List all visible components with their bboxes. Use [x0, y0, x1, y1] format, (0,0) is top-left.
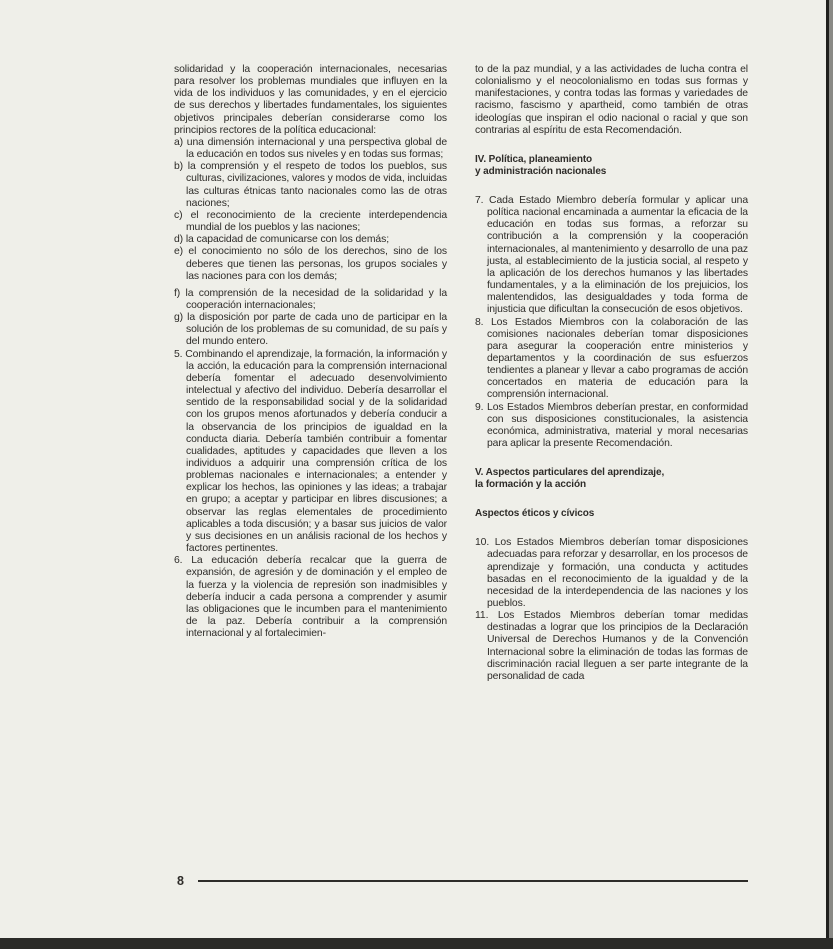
- subsection-heading: Aspectos éticos y cívicos: [475, 508, 595, 520]
- list-item-f: f) la comprensión de la necesidad de la solidaridad y la cooperación internacionales;: [174, 287, 447, 311]
- section-v-heading: [475, 467, 748, 491]
- list-item-e: e) el conocimiento no sólo de los derechos, sino de los deberes que tienen las personas, los grupos sociales y las naciones para con los demás;: [174, 246, 447, 282]
- footer-rule: [198, 880, 748, 882]
- section-iv-heading-line1: IV. Política, planeamiento: [475, 153, 593, 165]
- scan-border: [0, 938, 833, 949]
- list-item-b: b) la comprensión y el respeto de todos los pueblos, sus culturas, civilizaciones, valores y modos de vida, incluidas las culturas étnicas tanto nacionales como las de otras naciones;: [174, 161, 447, 209]
- left-paragraph: solidaridad y la cooperación internacionales, necesarias para resolver los problemas mundiales que influyen en la vida de los individuos y las comunidades, y en el ejercicio de sus derechos y libertades fundamentales, los siguientes objetivos principales deberían considerarse como los principios rectores de la política educacional:: [174, 64, 447, 136]
- list-item-c: c) el reconocimiento de la creciente interdependencia mundial de los pueblos y las naciones;: [174, 209, 447, 234]
- list-item-d: d) la capacidad de comunicarse con los demás;: [174, 234, 389, 246]
- list-item-g: g) la disposición por parte de cada uno de participar en la solución de los problemas de su comunidad, de su país y del mundo entero.: [174, 312, 447, 348]
- section-v-heading-line2: la formación y la acción: [475, 479, 586, 491]
- list-item-a: a) una dimensión internacional y una perspectiva global de la educación en todos sus niveles y en todas sus formas;: [174, 136, 447, 161]
- section-v-heading-line1: V. Aspectos particulares del aprendizaje,: [475, 467, 665, 479]
- left-column: [174, 64, 447, 640]
- right-column: [475, 64, 748, 683]
- numbered-paragraph-10: 10. Los Estados Miembros deberían tomar disposiciones adecuadas para reforzar y desarrollar, en los procesos de aprendizaje y formación, una conducta y actitudes basadas en el reconocimiento de la igualdad y de la necesidad de la interdependencia de las naciones y los pueblos.: [475, 537, 748, 609]
- numbered-paragraph-9: 9. Los Estados Miembros deberían prestar, en conformidad con sus disposiciones constitucionales, la asistencia económica, administrativa, material y moral necesarias para aplicar la presente Recomendación.: [475, 401, 748, 450]
- numbered-paragraph-11: 11. Los Estados Miembros deberían tomar medidas destinadas a lograr que los principios de la Declaración Universal de Derechos Humanos y de la Convención Internacional sobre la eliminación de todas las formas de discriminación racial lleguen a ser parte integrante de la personalidad de cada: [475, 610, 748, 682]
- page-number: 8: [177, 874, 184, 888]
- right-intro-paragraph: to de la paz mundial, y a las actividades de lucha contra el colonialismo y el neocolonialismo en todas sus formas y manifestaciones, y contra todas las formas y variedades de racismo, fascismo y apartheid, como también de otras ideologías que inspiran el odio nacional o racial y que son contrarias al espíritu de esta Recomendación.: [475, 64, 748, 136]
- numbered-paragraph-7: 7. Cada Estado Miembro debería formular y aplicar una política nacional encaminada a aumentar la eficacia de la educación en todas sus formas, a reforzar su contribución a la comprensión y la cooperación internacionales, al mantenimiento y desarrollo de una paz justa, al establecimiento de la justicia social, al respeto y la aplicación de los derechos humanos y las libertades fundamentales, y a la eliminación de los prejuicios, los malentendidos, las desigualdades y toda forma de injusticia que dificultan la consecución de esos objetivos.: [475, 194, 748, 316]
- numbered-paragraph-5: 5. Combinando el aprendizaje, la formación, la información y la acción, la educación para la comprensión internacional debería fomentar el adecuado desenvolvimiento intelectual y afectivo del individuo. Debería desarrollar el sentido de la responsabilidad social y de la solidaridad con los grupos menos afortunados y debería conducir a la observancia de los principios de igualdad en la conducta diaria. Debería también contribuir a fomentar cualidades, aptitudes y capacidades que lleven a los individuos a adquirir una comprensión crítica de los problemas nacionales e internacionales; a entender y explicar los hechos, las opiniones y las ideas; a trabajar en grupo; a aceptar y participar en libres discusiones; a observar las reglas elementales de procedimiento aplicables a toda discusión; y a basar sus juicios de valor y sus decisiones en un análisis racional de los hechos y factores pertinentes.: [174, 348, 447, 555]
- numbered-paragraph-6: 6. La educación debería recalcar que la guerra de expansión, de agresión y de dominación y el empleo de la fuerza y la violencia de represión son inadmisibles y debería inducir a cada persona a comprender y asumir las obligaciones que le incumben para el mantenimiento de la paz. Debería contribuir a la comprensión internacional y al fortalecimien-: [174, 555, 447, 640]
- numbered-paragraph-8: 8. Los Estados Miembros con la colaboración de las comisiones nacionales deberían tomar disposiciones para asegurar la cooperación entre ministerios y departamentos y la coordinación de sus esfuerzos tendientes a planear y llevar a cabo programas de acción concertados en materia de educación para la comprensión internacional.: [475, 316, 748, 401]
- section-iv-heading-line2: y administración nacionales: [475, 165, 607, 177]
- section-iv-heading: [475, 154, 748, 178]
